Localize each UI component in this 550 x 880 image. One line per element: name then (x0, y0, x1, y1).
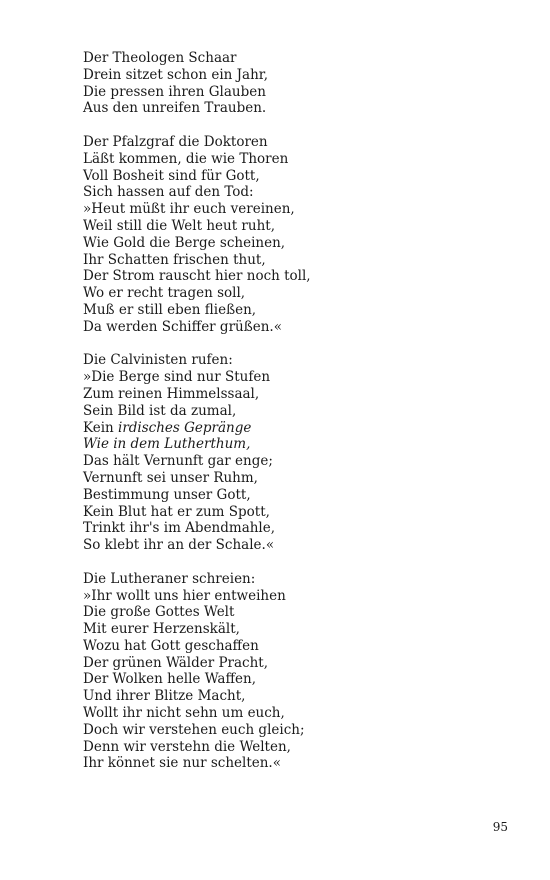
line-text: Der Wolken helle Waffen, (83, 671, 257, 688)
line-italic-text: Wie in dem Lutherthum, (83, 436, 251, 453)
line-text: Der Pfalzgraf die Doktoren (83, 133, 268, 150)
poem-line (83, 302, 503, 319)
line-text: Wollt ihr nicht sehn um euch, (83, 705, 285, 722)
line-text: Zum reinen Himmelssaal, (83, 385, 260, 402)
line-text: Voll Bosheit sind für Gott, (83, 167, 260, 184)
poem-line (83, 184, 503, 201)
stanza (83, 571, 503, 773)
page-number: 95 (492, 820, 508, 834)
line-text: Die pressen ihren Glauben (83, 83, 266, 100)
stanza (83, 50, 503, 117)
line-text: Denn wir verstehn die Welten, (83, 738, 291, 755)
poem-line (83, 352, 503, 369)
poem-line (83, 403, 503, 420)
line-text: Sein Bild ist da zumal, (83, 402, 237, 419)
poem-line (83, 386, 503, 403)
line-text: Sich hassen auf den Tod: (83, 184, 254, 201)
line-text: Kein (83, 419, 119, 436)
poem-line (83, 504, 503, 521)
line-text: Bestimmung unser Gott, (83, 486, 251, 503)
poem-line (83, 604, 503, 621)
poem-line (83, 655, 503, 672)
poem-line (83, 571, 503, 588)
line-text: Kein Blut hat er zum Spott, (83, 503, 270, 520)
line-text: Weil still die Welt heut ruht, (83, 217, 275, 234)
poem-line (83, 520, 503, 537)
line-text: Die Lutheraner schreien: (83, 570, 256, 587)
poem-line (83, 319, 503, 336)
line-text: Der grünen Wälder Pracht, (83, 654, 269, 671)
poem-line (83, 369, 503, 386)
poem-line (83, 285, 503, 302)
line-text: »Ihr wollt uns hier entweihen (83, 587, 286, 604)
poem-line (83, 420, 503, 437)
poem-line (83, 151, 503, 168)
line-text: Das hält Vernunft gar enge; (83, 453, 273, 470)
poem-line (83, 722, 503, 739)
poem-line (83, 134, 503, 151)
line-text: Ihr könnet sie nur schelten.« (83, 755, 281, 772)
line-text: Drein sitzet schon ein Jahr, (83, 66, 269, 83)
line-text: Muß er still eben fließen, (83, 301, 257, 318)
poem-line (83, 201, 503, 218)
poem-line (83, 168, 503, 185)
line-text: Und ihrer Blitze Macht, (83, 688, 246, 705)
line-text: Da werden Schiffer grüßen.« (83, 318, 282, 335)
poem-line (83, 84, 503, 101)
poem-line (83, 755, 503, 772)
line-text: Doch wir verstehen euch gleich; (83, 721, 305, 738)
stanza (83, 134, 503, 336)
line-text: Läßt kommen, die wie Thoren (83, 150, 289, 167)
poem-line (83, 436, 503, 453)
line-text: »Die Berge sind nur Stufen (83, 369, 271, 386)
line-text: Wozu hat Gott geschaffen (83, 637, 259, 654)
line-text: Wie Gold die Berge scheinen, (83, 234, 286, 251)
poem-line (83, 705, 503, 722)
line-text: Der Strom rauscht hier noch toll, (83, 268, 311, 285)
poem-line (83, 453, 503, 470)
line-text: Mit eurer Herzenskält, (83, 621, 240, 638)
poem-line (83, 67, 503, 84)
stanza (83, 352, 503, 554)
poem-line (83, 621, 503, 638)
poem-line (83, 688, 503, 705)
poem-line (83, 638, 503, 655)
poem-line (83, 487, 503, 504)
poem-line (83, 252, 503, 269)
poem-line (83, 739, 503, 756)
line-text: Die Calvinisten rufen: (83, 352, 233, 369)
line-italic-text: irdisches Gepränge (118, 419, 252, 436)
line-text: Vernunft sei unser Ruhm, (83, 469, 258, 486)
poem-text (83, 50, 503, 789)
line-text: Ihr Schatten frischen thut, (83, 251, 266, 268)
line-text: Aus den unreifen Trauben. (83, 100, 267, 117)
poem-line (83, 671, 503, 688)
poem-line (83, 218, 503, 235)
line-text: Wo er recht tragen soll, (83, 285, 246, 302)
poem-line (83, 268, 503, 285)
poem-line (83, 588, 503, 605)
line-text: Trinkt ihr's im Abendmahle, (83, 520, 276, 537)
line-text: Die große Gottes Welt (83, 604, 235, 621)
line-text: »Heut müßt ihr euch vereinen, (83, 201, 295, 218)
line-text: Der Theologen Schaar (83, 50, 237, 66)
poem-line (83, 235, 503, 252)
poem-line (83, 470, 503, 487)
poem-line (83, 50, 503, 67)
poem-line (83, 537, 503, 554)
poem-line (83, 100, 503, 117)
line-text: So klebt ihr an der Schale.« (83, 537, 275, 554)
